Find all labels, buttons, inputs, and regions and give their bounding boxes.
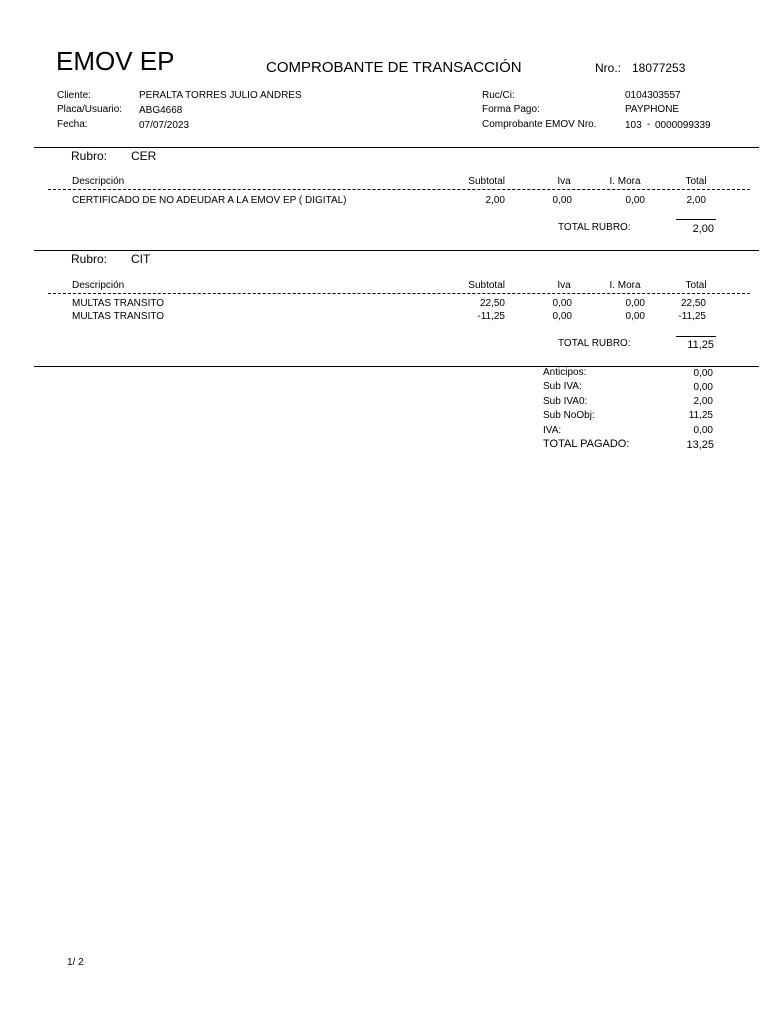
row-total: -11,25 <box>678 311 706 322</box>
ruc-label: Ruc/Ci: <box>482 90 515 101</box>
sub-iva-value: 0,00 <box>693 382 713 393</box>
page-number: 1/ 2 <box>67 957 84 968</box>
row-mora: 0,00 <box>625 298 645 309</box>
row-descripcion: CERTIFICADO DE NO ADEUDAR A LA EMOV EP ( DIGITAL) <box>72 195 347 206</box>
total-rubro-value: 11,25 <box>687 339 714 351</box>
fecha-value: 07/07/2023 <box>139 120 190 131</box>
row-total: 2,00 <box>686 195 706 206</box>
ruc-value: 0104303557 <box>625 90 681 101</box>
sub-iva0-label: Sub IVA0: <box>543 396 588 407</box>
col-total: Total <box>685 176 707 187</box>
document-title: COMPROBANTE DE TRANSACCIÓN <box>266 59 522 76</box>
row-subtotal: 2,00 <box>485 195 505 206</box>
iva-label: IVA: <box>543 425 562 436</box>
total-pagado-value: 13,25 <box>686 439 714 451</box>
rubro-label: Rubro: <box>71 149 108 163</box>
placa-value: ABG4668 <box>139 105 183 116</box>
anticipos-value: 0,00 <box>693 368 713 379</box>
comprobante-prefix: 103 <box>625 120 642 131</box>
total-rubro-label: TOTAL RUBRO: <box>558 338 631 349</box>
total-rubro-value: 2,00 <box>692 223 714 235</box>
rubro-label: Rubro: <box>71 252 108 266</box>
sub-iva0-value: 2,00 <box>693 396 713 407</box>
row-mora: 0,00 <box>625 311 645 322</box>
iva-value: 0,00 <box>693 425 713 436</box>
header-dashed-divider <box>48 293 750 294</box>
row-descripcion: MULTAS TRANSITO <box>72 298 165 309</box>
header-dashed-divider <box>48 189 750 190</box>
row-subtotal: -11,25 <box>477 311 505 322</box>
row-mora: 0,00 <box>625 195 645 206</box>
nro-value: 18077253 <box>632 61 686 75</box>
col-iva: Iva <box>557 280 571 291</box>
total-rubro-rule <box>676 219 716 220</box>
row-subtotal: 22,50 <box>479 298 505 309</box>
forma-pago-value: PAYPHONE <box>625 104 680 115</box>
col-subtotal: Subtotal <box>468 280 505 291</box>
total-pagado-label: TOTAL PAGADO: <box>543 438 630 450</box>
sub-noobj-value: 11,25 <box>688 410 713 421</box>
col-descripcion: Descripción <box>72 176 125 187</box>
col-total: Total <box>685 280 707 291</box>
total-rubro-rule <box>676 336 716 337</box>
sub-noobj-label: Sub NoObj: <box>543 410 595 421</box>
comprobante-separator: - <box>647 119 651 130</box>
placa-label: Placa/Usuario: <box>57 104 123 115</box>
sub-iva-label: Sub IVA: <box>543 381 582 392</box>
cliente-value: PERALTA TORRES JULIO ANDRES <box>139 90 302 101</box>
section-divider <box>34 147 759 148</box>
nro-label: Nro.: <box>595 61 622 75</box>
col-mora: I. Mora <box>609 280 641 291</box>
comprobante-label: Comprobante EMOV Nro. <box>482 119 597 130</box>
row-iva: 0,00 <box>552 195 572 206</box>
row-iva: 0,00 <box>552 298 572 309</box>
col-descripcion: Descripción <box>72 280 125 291</box>
fecha-label: Fecha: <box>57 119 88 130</box>
cliente-label: Cliente: <box>57 90 91 101</box>
comprobante-value: 0000099339 <box>655 120 711 131</box>
row-descripcion: MULTAS TRANSITO <box>72 311 165 322</box>
rubro-code: CER <box>131 149 157 163</box>
col-iva: Iva <box>557 176 571 187</box>
row-iva: 0,00 <box>552 311 572 322</box>
section-divider <box>34 366 759 367</box>
company-name: EMOV EP <box>56 46 175 76</box>
rubro-code: CIT <box>131 252 151 266</box>
anticipos-label: Anticipos: <box>543 367 587 378</box>
total-rubro-label: TOTAL RUBRO: <box>558 222 631 233</box>
row-total: 22,50 <box>680 298 706 309</box>
forma-pago-label: Forma Pago: <box>482 104 540 115</box>
section-divider <box>34 250 759 251</box>
col-mora: I. Mora <box>609 176 641 187</box>
col-subtotal: Subtotal <box>468 176 505 187</box>
